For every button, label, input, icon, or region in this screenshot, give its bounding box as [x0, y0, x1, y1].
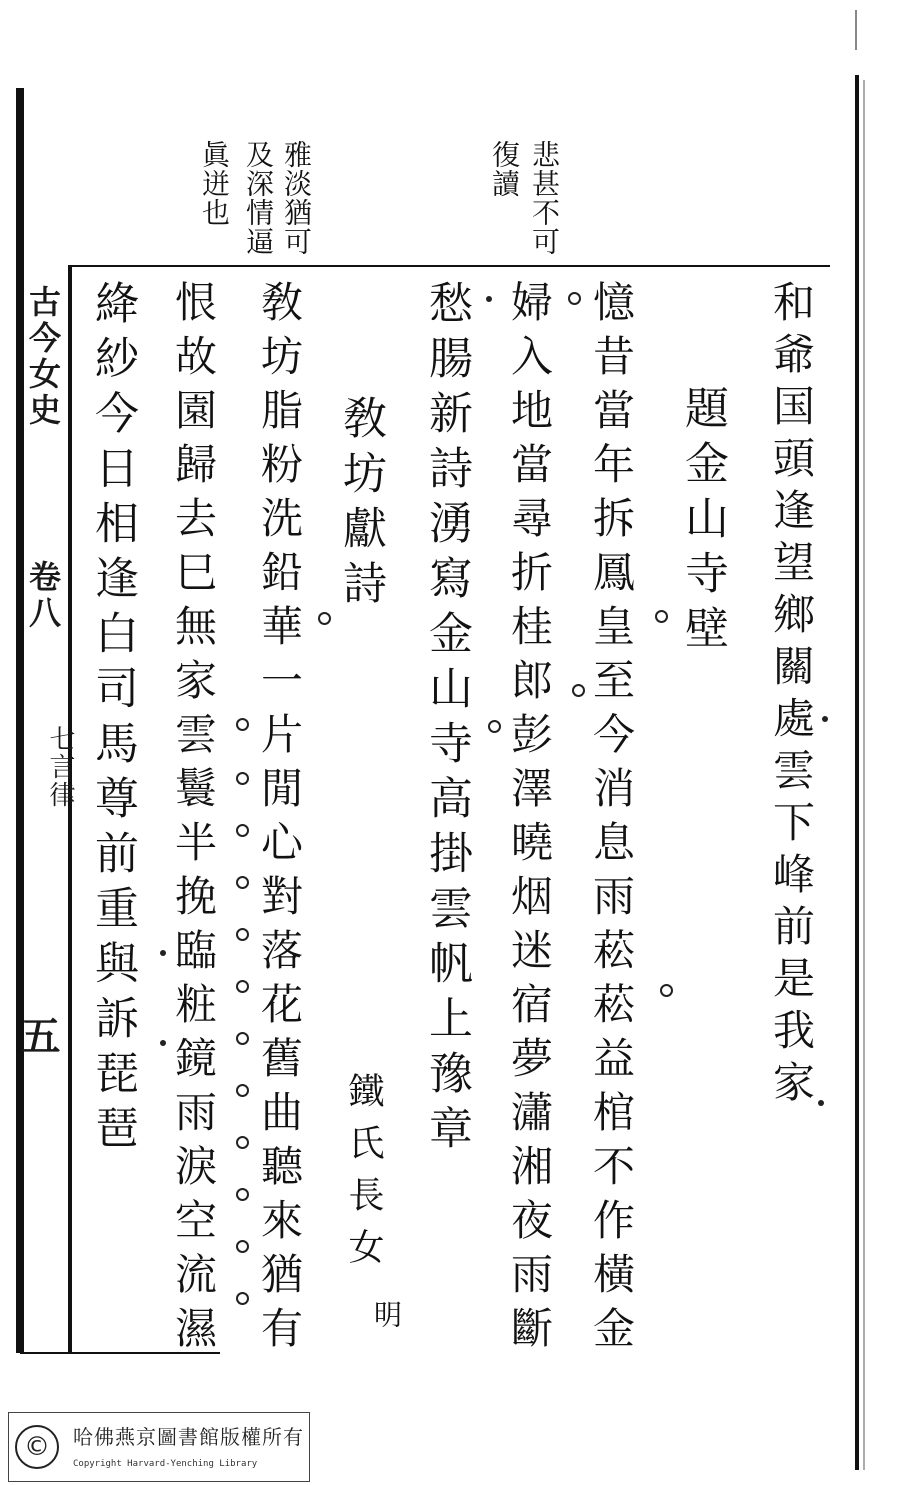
- circle-mark: [236, 980, 249, 993]
- author-name: 鐵氏長女: [343, 1072, 384, 1280]
- dot-mark: [160, 950, 166, 956]
- copyright-chinese: 哈佛燕京圖書館版權所有: [73, 1425, 304, 1449]
- circle-mark: [655, 610, 668, 623]
- text-column: 恨故園歸去巳無家雲鬟半挽臨粧鏡雨淚空流濕: [169, 280, 218, 1360]
- copyright-icon: ©: [15, 1425, 59, 1469]
- page-right-border: [855, 75, 859, 1470]
- circle-mark: [236, 876, 249, 889]
- text-column: 婦入地當尋折桂郎彭澤曉烟迷宿夢瀟湘夜雨斷: [505, 280, 554, 1360]
- circle-mark: [236, 1032, 249, 1045]
- circle-mark: [236, 1292, 249, 1305]
- text-column: 絳紗今日相逢白司馬尊前重與訴琵琶: [87, 280, 138, 1160]
- circle-mark: [568, 292, 581, 305]
- spine-volume: 卷八: [24, 560, 62, 632]
- circle-mark: [236, 772, 249, 785]
- spine-inner-rule: [68, 265, 72, 1353]
- circle-mark: [236, 824, 249, 837]
- headnote-line: 眞迸也: [198, 140, 231, 227]
- header-rule: [70, 265, 830, 267]
- circle-mark: [318, 612, 331, 625]
- circle-mark: [236, 1136, 249, 1149]
- text-column: 憶昔當年拆鳳皇至今消息雨菘菘益棺不作橫金: [587, 280, 636, 1360]
- circle-mark: [660, 984, 673, 997]
- circle-mark: [236, 1188, 249, 1201]
- spine-section: 七言律: [45, 725, 75, 809]
- circle-mark: [236, 928, 249, 941]
- text-column: 敎坊脂粉洗鉛華一片閒心對落花舊曲聽來猶有: [255, 280, 304, 1360]
- author-dynasty: 明: [370, 1300, 403, 1339]
- spine-page-number: 五: [14, 1015, 61, 1059]
- spine-outer-rule: [16, 88, 24, 1353]
- headnote-line: 悲甚不可: [528, 140, 561, 256]
- dot-mark: [818, 1100, 824, 1106]
- dot-mark: [822, 716, 828, 722]
- headnote-line: 及深情逼: [242, 140, 275, 256]
- poem-title: 題金山寺壁: [677, 385, 728, 660]
- dot-mark: [160, 1040, 166, 1046]
- circle-mark: [236, 1084, 249, 1097]
- scan-mark: [855, 10, 857, 50]
- spine-title: 古今女史: [24, 285, 62, 429]
- page-right-border-shadow: [863, 80, 865, 1470]
- copyright-box: [8, 1412, 310, 1482]
- circle-mark: [236, 1240, 249, 1253]
- headnote-line: 復讀: [488, 140, 521, 198]
- copyright-english: Copyright Harvard-Yenching Library: [73, 1459, 258, 1469]
- text-column: 愁腸新詩湧寫金山寺高掛雲帆上豫章: [421, 280, 472, 1160]
- circle-mark: [488, 720, 501, 733]
- circle-mark: [572, 684, 585, 697]
- headnote-line: 雅淡猶可: [280, 140, 313, 256]
- dot-mark: [486, 296, 492, 302]
- circle-mark: [236, 718, 249, 731]
- text-column: 和爺国頭逢望鄉關處雲下峰前是我家: [767, 280, 816, 1112]
- poem-title: 敎坊獻詩: [335, 395, 386, 615]
